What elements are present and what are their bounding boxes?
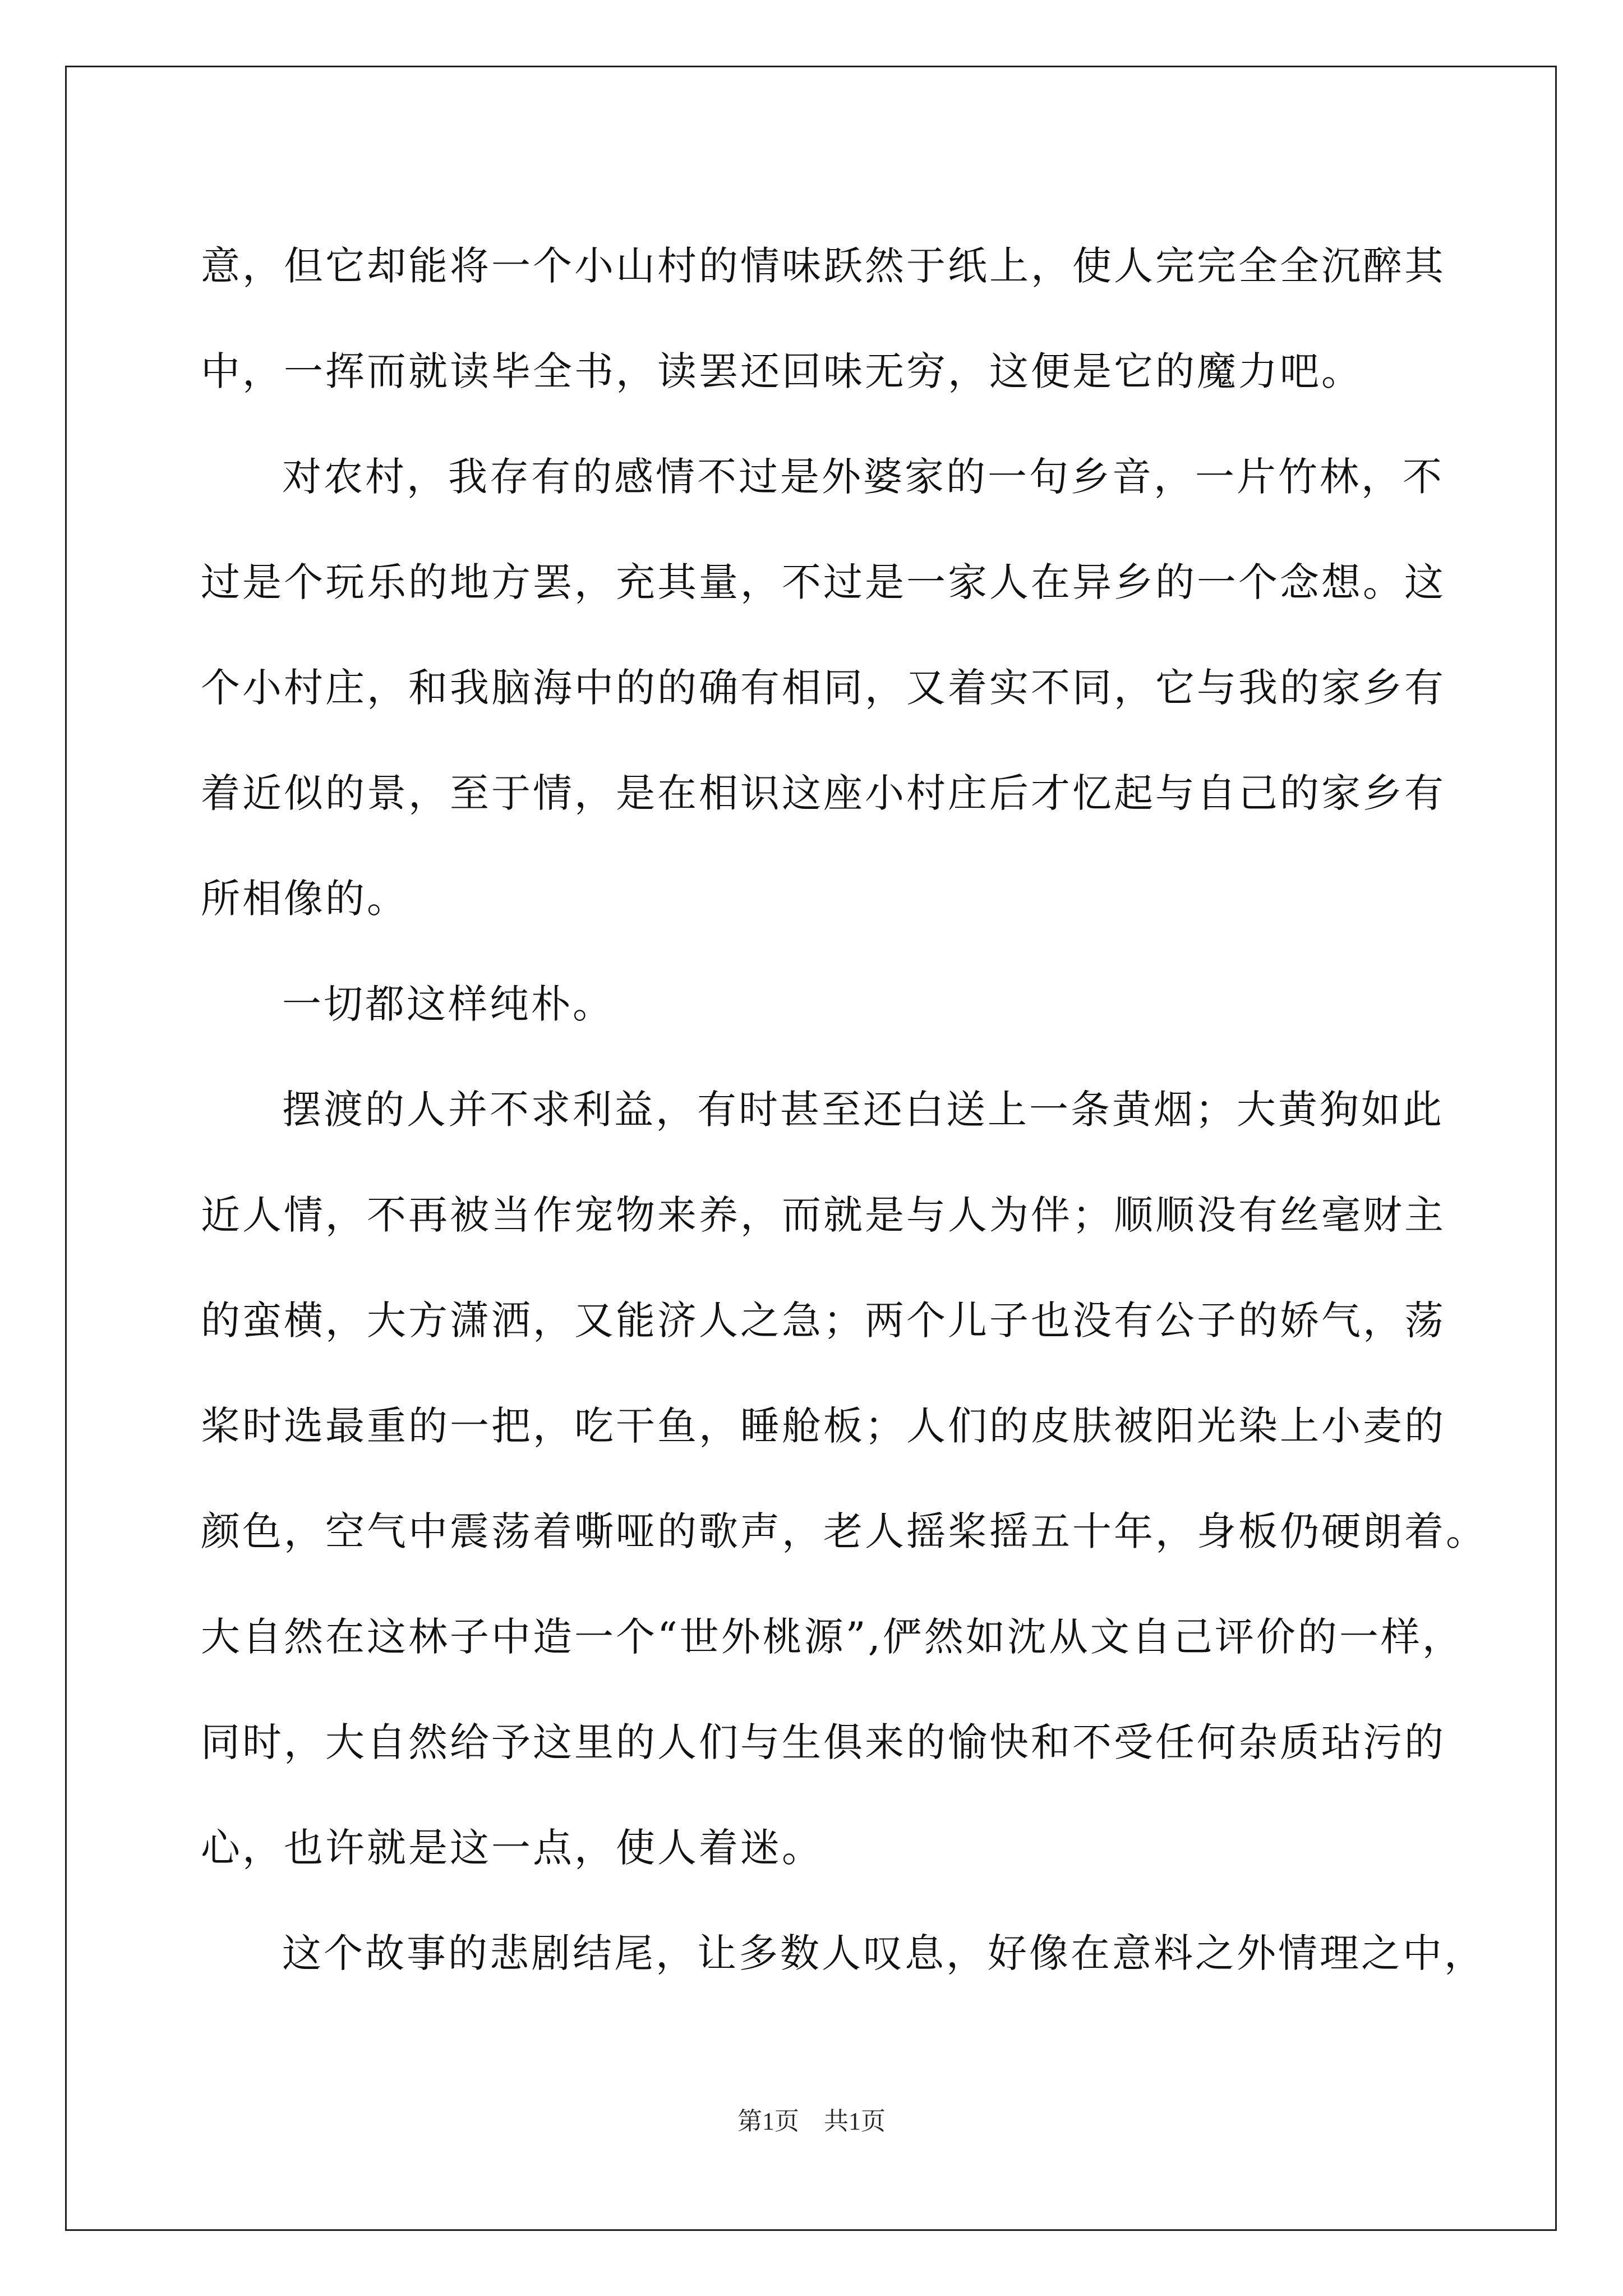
text-line: 心，也许就是这一点，使人着迷。 [201, 1825, 823, 1871]
text-line: 着近似的景，至于情，是在相识这座小村庄后才忆起与自己的家乡有 [201, 770, 1446, 816]
text-line: 对农村，我存有的感情不过是外婆家的一句乡音，一片竹林，不 [282, 454, 1444, 500]
text-line: 意，但它却能将一个小山村的情味跃然于纸上，使人完完全全沉醉其 [201, 243, 1446, 289]
text-line: 近人情，不再被当作宠物来养，而就是与人为伴；顺顺没有丝毫财主 [201, 1192, 1446, 1238]
text-line: 桨时选最重的一把，吃干鱼，睡舱板；人们的皮肤被阳光染上小麦的 [201, 1403, 1446, 1449]
text-line: 同时，大自然给予这里的人们与生俱来的愉快和不受任何杂质玷污的 [201, 1719, 1446, 1765]
text-line: 一切都这样纯朴。 [282, 981, 614, 1027]
text-line: 个小村庄，和我脑海中的的确有相同，又着实不同，它与我的家乡有 [201, 665, 1446, 711]
text-line: 过是个玩乐的地方罢，充其量，不过是一家人在异乡的一个念想。这 [201, 559, 1446, 605]
text-line: 这个故事的悲剧结尾，让多数人叹息，好像在意料之外情理之中， [282, 1930, 1486, 1976]
text-line: 中，一挥而就读毕全书，读罢还回味无穷，这便是它的魔力吧。 [201, 348, 1363, 394]
page-number-footer: 第1页 共1页 [737, 2108, 886, 2135]
text-line: 所相像的。 [201, 876, 408, 922]
text-line: 大自然在这林子中造一个“世外桃源”,俨然如沈从文自己评价的一样， [201, 1614, 1464, 1660]
text-line: 颜色，空气中震荡着嘶哑的歌声，老人摇桨摇五十年，身板仍硬朗着。 [201, 1508, 1487, 1554]
text-line: 的蛮横，大方潇洒，又能济人之急；两个儿子也没有公子的娇气，荡 [201, 1297, 1446, 1343]
document-body [201, 213, 1487, 2006]
text-line: 摆渡的人并不求利益，有时甚至还白送上一条黄烟；大黄狗如此 [282, 1087, 1444, 1133]
